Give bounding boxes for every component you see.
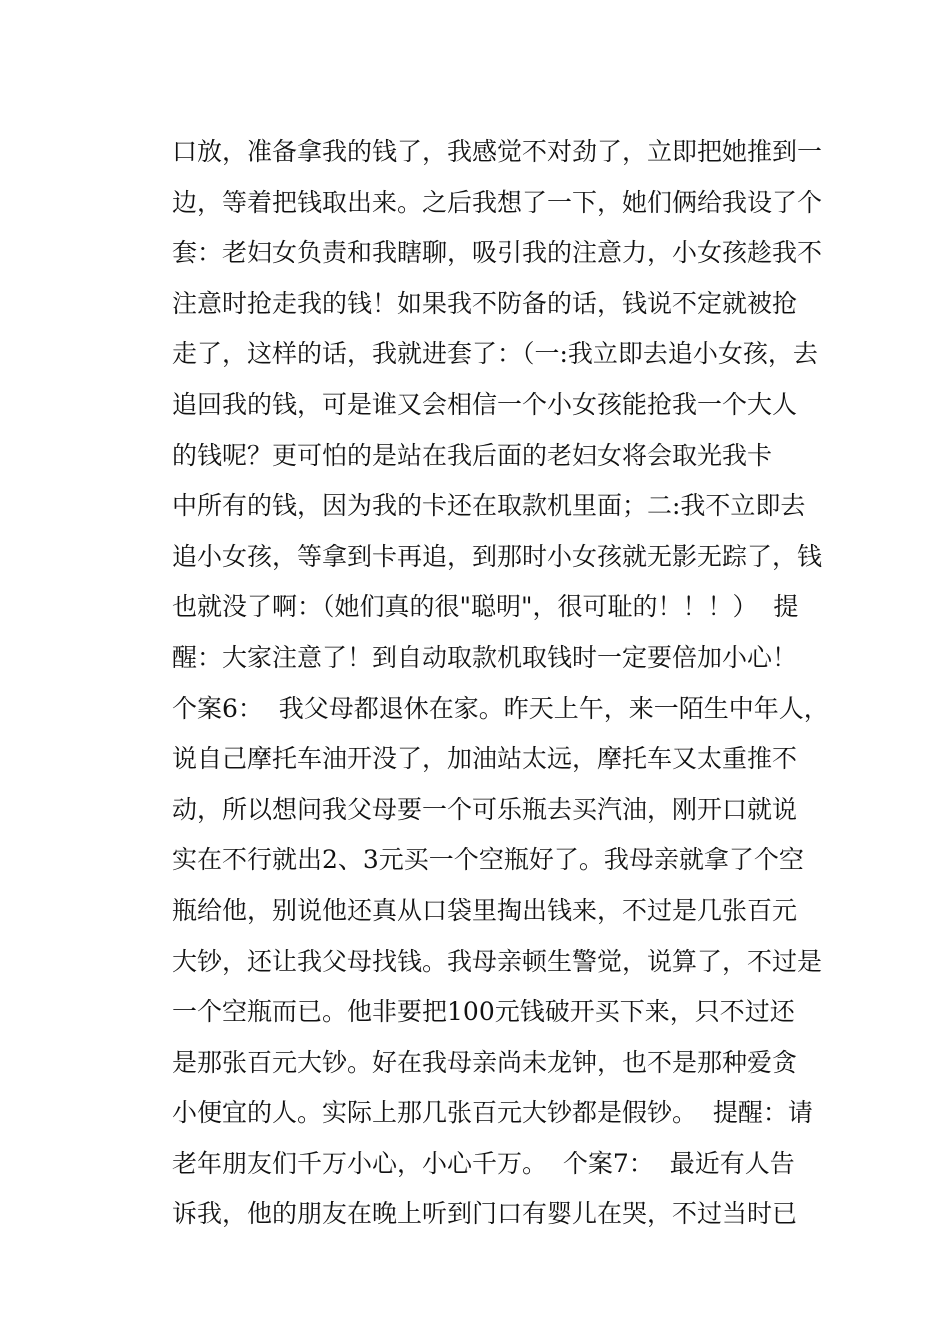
text-line: 老年朋友们千万小心，小心千万。 个案7： 最近有人告 xyxy=(172,1148,795,1178)
text-line: 套：老妇女负责和我瞎聊，吸引我的注意力，小女孩趁我不 xyxy=(172,238,823,268)
text-line: 是那张百元大钞。好在我母亲尚未龙钟，也不是那种爱贪 xyxy=(172,1047,798,1077)
text-line: 的钱呢？更可怕的是站在我后面的老妇女将会取光我卡 xyxy=(172,440,773,470)
text-line: 实在不行就出2、3元买一个空瓶好了。我母亲就拿了个空 xyxy=(172,845,804,875)
text-line: 走了，这样的话，我就进套了：（一:我立即去追小女孩，去 xyxy=(172,339,818,369)
text-line: 边，等着把钱取出来。之后我想了一下，她们俩给我设了个 xyxy=(172,187,823,217)
text-line: 也就没了啊：（她们真的很"聪明"，很可耻的！！！） 提 xyxy=(172,592,799,622)
text-line: 说自己摩托车油开没了，加油站太远，摩托车又太重推不 xyxy=(172,744,798,774)
text-line: 大钞，还让我父母找钱。我母亲顿生警觉，说算了，不过是 xyxy=(172,946,823,976)
text-line: 动，所以想问我父母要一个可乐瓶去买汽油，刚开口就说 xyxy=(172,794,798,824)
text-line: 追回我的钱，可是谁又会相信一个小女孩能抢我一个大人 xyxy=(172,389,798,419)
text-line: 小便宜的人。实际上那几张百元大钞都是假钞。 提醒：请 xyxy=(172,1098,813,1128)
text-line: 追小女孩，等拿到卡再追，到那时小女孩就无影无踪了，钱 xyxy=(172,541,823,571)
text-line: 诉我，他的朋友在晚上听到门口有婴儿在哭，不过当时已 xyxy=(172,1199,798,1229)
text-line: 瓶给他，别说他还真从口袋里掏出钱来，不过是几张百元 xyxy=(172,895,798,925)
body-text xyxy=(172,127,832,1240)
text-line: 口放，准备拿我的钱了，我感觉不对劲了，立即把她推到一 xyxy=(172,137,823,166)
text-line: 醒：大家注意了！到自动取款机取钱时一定要倍加小心！ xyxy=(172,642,798,672)
text-line: 注意时抢走我的钱！如果我不防备的话，钱说不定就被抢 xyxy=(172,288,798,318)
text-line: 一个空瓶而已。他非要把100元钱破开买下来，只不过还 xyxy=(172,997,795,1027)
text-line: 个案6： 我父母都退休在家。昨天上午，来一陌生中年人， xyxy=(172,693,829,723)
text-line: 中所有的钱，因为我的卡还在取款机里面；二:我不立即去 xyxy=(172,491,806,521)
